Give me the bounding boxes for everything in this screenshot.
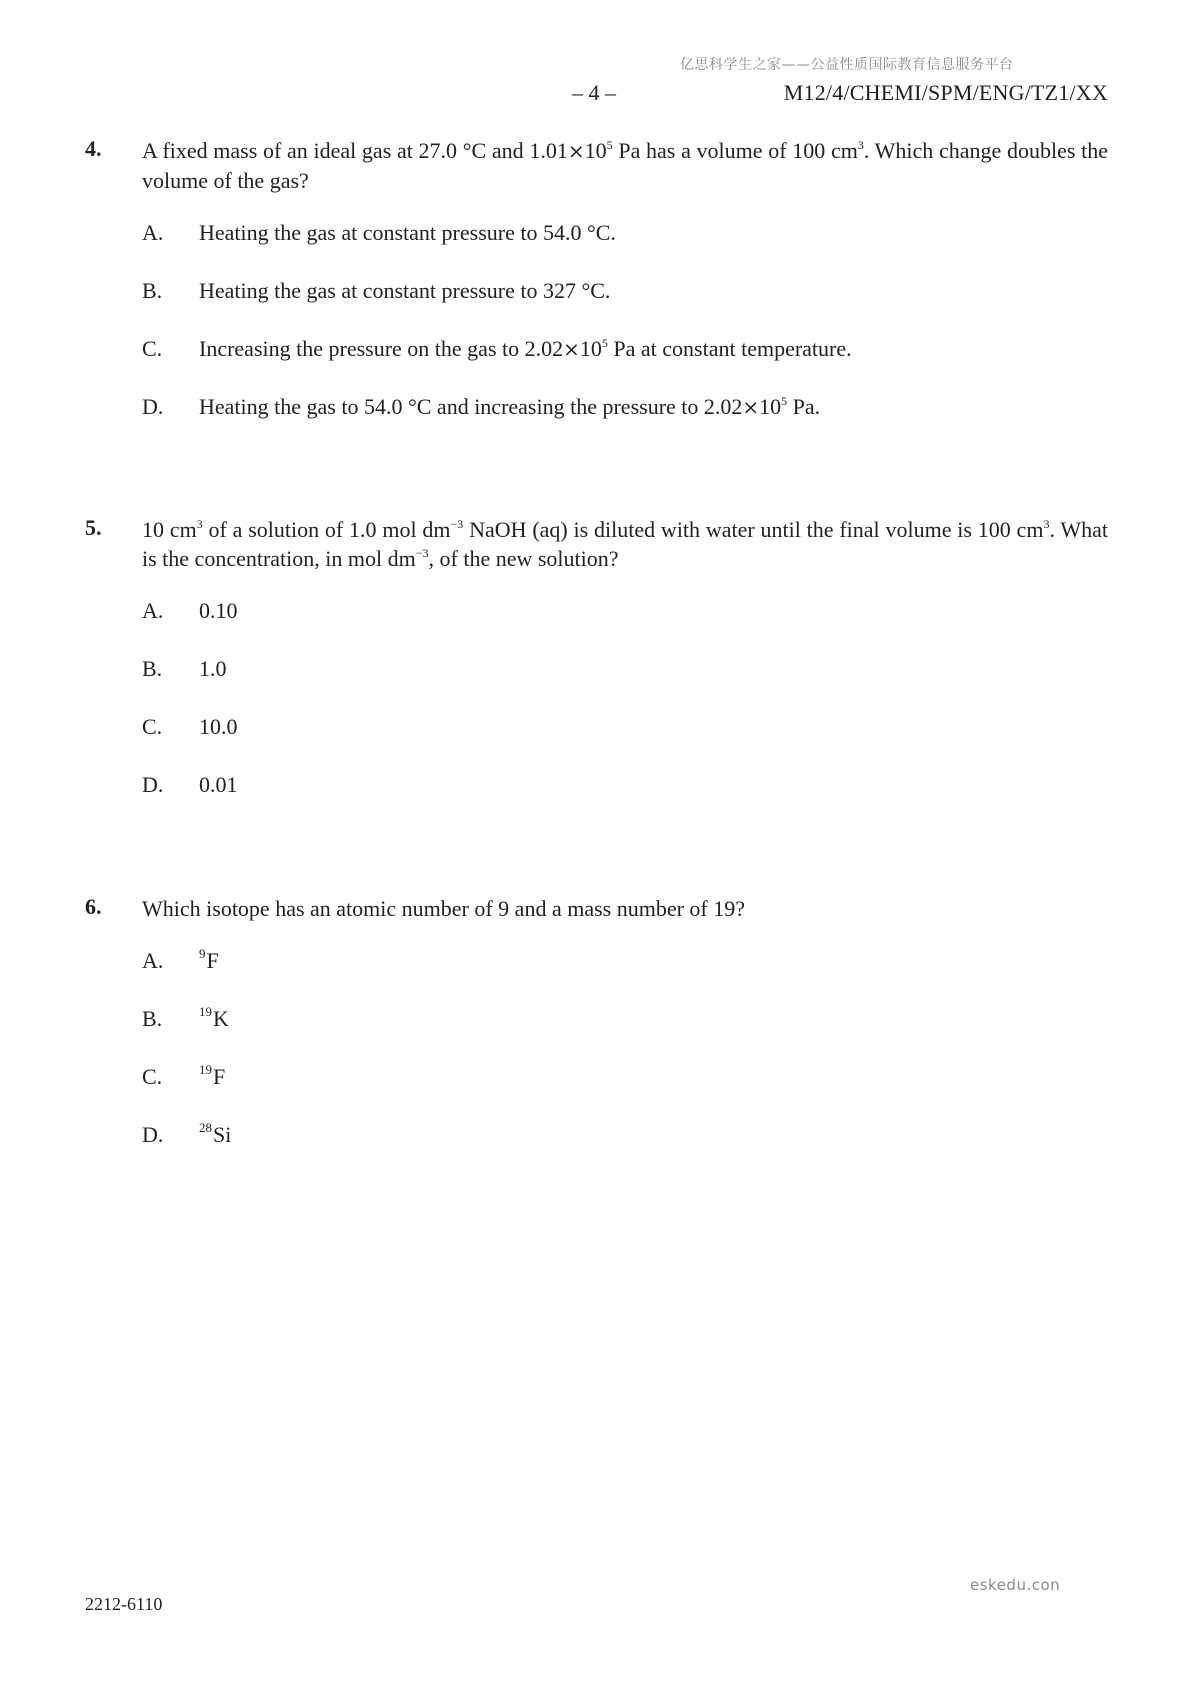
option-text: Heating the gas at constant pressure to 327 °C. bbox=[199, 278, 611, 303]
option-letter: A. bbox=[142, 598, 164, 623]
question-6 bbox=[85, 894, 1108, 1180]
option-text: Heating the gas to 54.0 °C and increasing the pressure to $2.02\times 10^5$ Pa. bbox=[199, 394, 821, 419]
footer-code: 2212-6110 bbox=[85, 1594, 163, 1614]
option-d bbox=[142, 1122, 1108, 1180]
option-letter: B. bbox=[142, 278, 163, 303]
answer-options bbox=[142, 948, 1108, 1180]
option-d bbox=[142, 772, 1108, 830]
option-letter: C. bbox=[142, 336, 163, 361]
footer-watermark: eskedu.con bbox=[970, 1576, 1061, 1594]
option-c bbox=[142, 1064, 1108, 1122]
isotope-symbol: $^9$F bbox=[199, 946, 219, 973]
question-number: 5. bbox=[85, 515, 102, 540]
question-5 bbox=[85, 515, 1108, 830]
answer-options bbox=[142, 220, 1108, 452]
option-text: 10.0 bbox=[199, 714, 238, 739]
option-d bbox=[142, 394, 1108, 452]
isotope-symbol: $^{19}$F bbox=[199, 1062, 226, 1089]
page-number: – 4 – bbox=[572, 80, 616, 105]
option-letter: D. bbox=[142, 1122, 164, 1147]
option-text: 0.01 bbox=[199, 772, 238, 797]
option-text: Increasing the pressure on the gas to $2.02\times 10^5$ Pa at constant temperature. bbox=[199, 336, 852, 361]
option-c bbox=[142, 336, 1108, 394]
option-c bbox=[142, 714, 1108, 772]
option-letter: B. bbox=[142, 1006, 163, 1031]
isotope-symbol: $^{28}$Si bbox=[199, 1120, 232, 1147]
question-number: 6. bbox=[85, 894, 102, 919]
question-stem: A fixed mass of an ideal gas at 27.0 °C and $1.01\times 10^5$ Pa has a volume of 100 $cm^3$. Which change doubles the volume of the gas? bbox=[142, 138, 1108, 193]
header-watermark: 亿思科学生之家——公益性质国际教育信息服务平台 bbox=[680, 57, 1014, 73]
option-letter: D. bbox=[142, 394, 164, 419]
option-b bbox=[142, 278, 1108, 336]
option-letter: C. bbox=[142, 714, 163, 739]
option-letter: B. bbox=[142, 656, 163, 681]
option-a bbox=[142, 220, 1108, 278]
option-text: Heating the gas at constant pressure to 54.0 °C. bbox=[199, 220, 616, 245]
question-stem: 10 $cm^3$ of a solution of 1.0 mol $dm^{-3}$ NaOH (aq) is diluted with water until the final volume is 100 $cm^3$. What is the concentration, in mol $dm^{-3}$, of the new solution? bbox=[142, 517, 1108, 571]
option-letter: A. bbox=[142, 220, 164, 245]
option-text: 1.0 bbox=[199, 656, 227, 681]
isotope-symbol: $^{19}$K bbox=[199, 1004, 229, 1031]
option-letter: C. bbox=[142, 1064, 163, 1089]
paper-code: M12/4/CHEMI/SPM/ENG/TZ1/XX bbox=[783, 80, 1108, 105]
question-stem: Which isotope has an atomic number of 9 and a mass number of 19? bbox=[142, 896, 746, 921]
option-b bbox=[142, 1006, 1108, 1064]
answer-options bbox=[142, 598, 1108, 830]
option-b bbox=[142, 656, 1108, 714]
question-4 bbox=[85, 136, 1108, 452]
option-a bbox=[142, 948, 1108, 1006]
option-letter: D. bbox=[142, 772, 164, 797]
option-a bbox=[142, 598, 1108, 656]
question-number: 4. bbox=[85, 136, 102, 161]
option-text: 0.10 bbox=[199, 598, 238, 623]
option-letter: A. bbox=[142, 948, 164, 973]
